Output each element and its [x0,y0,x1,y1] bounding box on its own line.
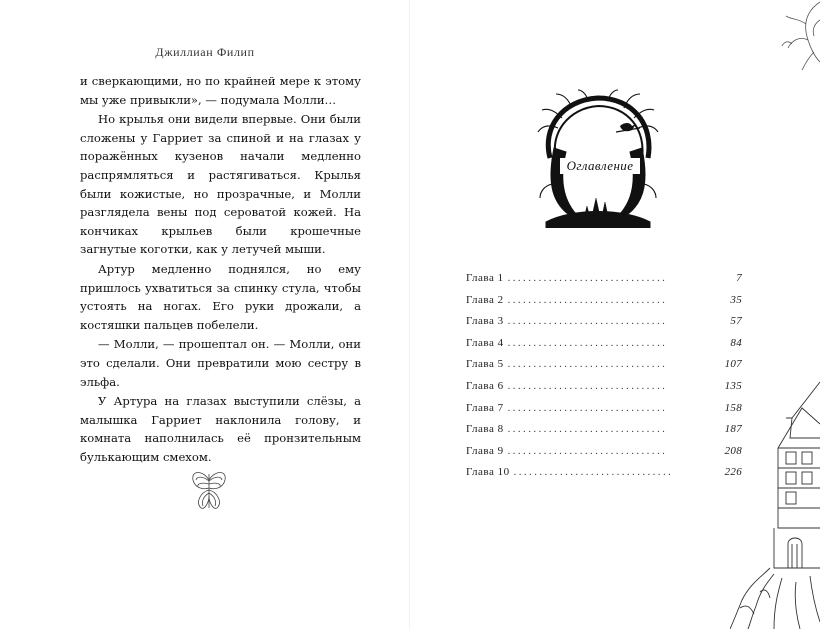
toc-leader-dots: ............................... [507,379,668,392]
toc-page-number: 158 [724,401,742,414]
toc-chapter-label: Глава 1 [466,272,504,284]
toc-entry[interactable] [466,445,742,467]
toc-leader-dots: ............................... [507,272,668,284]
toc-page-number: 84 [730,336,742,349]
right-page [410,0,820,629]
toc-page-number: 7 [736,272,742,284]
butterfly-ornament-icon [189,468,229,512]
toc-page-number: 187 [724,423,742,436]
tower-house-sketch-icon [730,378,820,629]
toc-entry[interactable] [466,402,742,424]
toc-chapter-label: Глава 8 [466,423,504,436]
paragraph: У Артура на глазах выступили слёзы, а малышка Гарриет наклонила голову, и комната наполнилась её пронзительным булькающим смехом. [80,394,361,464]
paragraph: Но крылья они видели впервые. Они были сложены у Гарриет за спиной и на глазах у поражённых кузенов начали медленно распрямляться и растягиваться. Крылья были кожистые, но прозрачные, и Молли разглядела вены под сероватой кожей. На кончиках крыльев были крошечные загнутые коготки, как у летучей мыши. [80,112,361,257]
toc-page-number: 35 [730,293,742,306]
story-text [80,72,361,466]
toc-leader-dots: ............................... [513,466,674,479]
toc-page-number: 208 [724,444,742,457]
toc-chapter-label: Глава 9 [466,444,504,457]
toc-entry[interactable] [466,315,742,337]
toc-entry[interactable] [466,358,742,380]
toc-entry[interactable] [466,380,742,402]
table-of-contents [466,272,742,488]
toc-page-number: 226 [724,466,742,479]
toc-entry[interactable] [466,466,742,488]
toc-title: Оглавление [560,158,640,174]
paragraph: и сверкающими, но по крайней мере к этому мы уже привыкли», — подумала Молли… [80,74,361,107]
toc-page-number: 107 [724,358,742,371]
paragraph: — Молли, — прошептал он. — Молли, они это сделали. Они превратили мою сестру в эльфа. [80,337,361,389]
toc-page-number: 135 [724,379,742,392]
toc-chapter-label: Глава 5 [466,358,504,371]
toc-leader-dots: ............................... [507,336,668,349]
running-head-author: Джиллиан Филип [155,45,255,59]
toc-leader-dots: ............................... [507,423,668,436]
toc-chapter-label: Глава 10 [466,466,510,479]
toc-leader-dots: ............................... [507,315,668,328]
toc-leader-dots: ............................... [507,293,668,306]
toc-chapter-label: Глава 2 [466,293,504,306]
toc-chapter-label: Глава 7 [466,401,504,414]
toc-leader-dots: ............................... [507,444,668,457]
paragraph: Артур медленно поднялся, но ему пришлось ухватиться за спинку стула, чтобы устоять на ногах. Его руки дрожали, а костяшки пальцев побелели. [80,261,361,332]
toc-entry[interactable] [466,423,742,445]
toc-chapter-label: Глава 4 [466,336,504,349]
toc-chapter-label: Глава 3 [466,315,504,328]
toc-leader-dots: ............................... [507,401,668,414]
toc-entry[interactable] [466,272,742,294]
branch-sketch-icon [778,0,820,70]
toc-leader-dots: ............................... [507,358,668,371]
toc-page-number: 57 [730,315,742,328]
toc-entry[interactable] [466,294,742,316]
toc-chapter-label: Глава 6 [466,379,504,392]
toc-entry[interactable] [466,337,742,359]
